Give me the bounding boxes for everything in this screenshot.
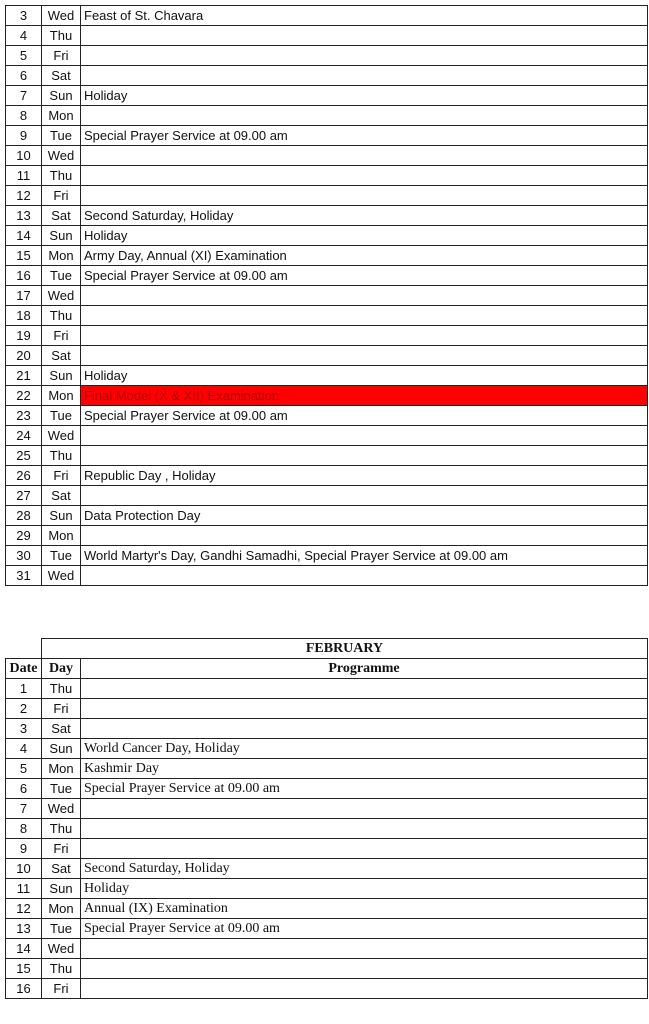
day-cell: Fri — [42, 326, 81, 346]
table-row — [6, 546, 648, 566]
table-row — [6, 186, 648, 206]
table-row — [6, 899, 648, 919]
table-row — [6, 859, 648, 879]
programme-cell: Special Prayer Service at 09.00 am — [81, 126, 648, 146]
day-cell: Fri — [42, 46, 81, 66]
programme-cell: Second Saturday, Holiday — [81, 206, 648, 226]
date-cell: 8 — [6, 819, 42, 839]
programme-cell: Special Prayer Service at 09.00 am — [81, 406, 648, 426]
programme-cell — [81, 566, 648, 586]
table-row — [6, 326, 648, 346]
table-row — [6, 406, 648, 426]
date-cell: 12 — [6, 899, 42, 919]
programme-cell — [81, 486, 648, 506]
date-cell: 17 — [6, 286, 42, 306]
programme-cell: Special Prayer Service at 09.00 am — [81, 919, 648, 939]
table-row — [6, 6, 648, 26]
day-cell: Sat — [42, 346, 81, 366]
date-cell: 18 — [6, 306, 42, 326]
programme-cell — [81, 526, 648, 546]
programme-cell — [81, 679, 648, 699]
day-cell: Sun — [42, 879, 81, 899]
day-cell: Thu — [42, 819, 81, 839]
date-cell: 24 — [6, 426, 42, 446]
date-cell: 9 — [6, 839, 42, 859]
programme-cell: Special Prayer Service at 09.00 am — [81, 266, 648, 286]
day-cell: Mon — [42, 526, 81, 546]
table-row — [6, 679, 648, 699]
date-cell: 28 — [6, 506, 42, 526]
table-row — [6, 979, 648, 999]
programme-cell: Holiday — [81, 879, 648, 899]
table-row — [6, 206, 648, 226]
january-table-body — [6, 6, 648, 586]
date-cell: 26 — [6, 466, 42, 486]
programme-column-header: Programme — [81, 659, 648, 679]
programme-cell: World Cancer Day, Holiday — [81, 739, 648, 759]
day-cell: Thu — [42, 959, 81, 979]
column-header-row — [6, 659, 648, 679]
date-cell: 23 — [6, 406, 42, 426]
date-cell: 22 — [6, 386, 42, 406]
day-cell: Sun — [42, 506, 81, 526]
date-cell: 21 — [6, 366, 42, 386]
date-cell: 5 — [6, 759, 42, 779]
february-table-head — [6, 639, 648, 679]
programme-cell — [81, 306, 648, 326]
table-row — [6, 426, 648, 446]
programme-cell — [81, 46, 648, 66]
date-cell: 25 — [6, 446, 42, 466]
day-cell: Sat — [42, 206, 81, 226]
programme-cell — [81, 186, 648, 206]
table-row — [6, 166, 648, 186]
day-cell: Thu — [42, 446, 81, 466]
table-row — [6, 839, 648, 859]
programme-cell — [81, 979, 648, 999]
table-row — [6, 46, 648, 66]
table-row — [6, 819, 648, 839]
table-row — [6, 306, 648, 326]
day-cell: Tue — [42, 919, 81, 939]
date-cell: 16 — [6, 979, 42, 999]
date-cell: 31 — [6, 566, 42, 586]
day-column-header: Day — [42, 659, 81, 679]
table-row — [6, 879, 648, 899]
programme-cell: Holiday — [81, 226, 648, 246]
table-row — [6, 226, 648, 246]
table-row — [6, 66, 648, 86]
table-row — [6, 386, 648, 406]
programme-cell — [81, 286, 648, 306]
date-cell: 13 — [6, 919, 42, 939]
date-cell: 15 — [6, 959, 42, 979]
table-row — [6, 799, 648, 819]
date-cell: 5 — [6, 46, 42, 66]
day-cell: Wed — [42, 566, 81, 586]
date-cell: 14 — [6, 939, 42, 959]
table-row — [6, 959, 648, 979]
programme-cell: Republic Day , Holiday — [81, 466, 648, 486]
month-title: FEBRUARY — [42, 639, 648, 659]
date-cell: 9 — [6, 126, 42, 146]
table-row — [6, 526, 648, 546]
table-row — [6, 739, 648, 759]
date-cell: 3 — [6, 719, 42, 739]
date-column-header: Date — [6, 659, 42, 679]
date-cell: 30 — [6, 546, 42, 566]
day-cell: Sun — [42, 366, 81, 386]
programme-cell: Feast of St. Chavara — [81, 6, 648, 26]
date-cell: 7 — [6, 799, 42, 819]
january-calendar-table — [5, 5, 648, 586]
table-row — [6, 366, 648, 386]
date-cell: 27 — [6, 486, 42, 506]
day-cell: Wed — [42, 286, 81, 306]
date-cell: 2 — [6, 699, 42, 719]
table-row — [6, 506, 648, 526]
table-row — [6, 466, 648, 486]
programme-cell: Army Day, Annual (XI) Examination — [81, 246, 648, 266]
table-row — [6, 719, 648, 739]
month-title-spacer — [6, 639, 42, 659]
day-cell: Wed — [42, 939, 81, 959]
date-cell: 10 — [6, 859, 42, 879]
programme-cell: World Martyr's Day, Gandhi Samadhi, Special Prayer Service at 09.00 am — [81, 546, 648, 566]
date-cell: 6 — [6, 779, 42, 799]
table-row — [6, 26, 648, 46]
day-cell: Thu — [42, 166, 81, 186]
programme-cell — [81, 66, 648, 86]
date-cell: 4 — [6, 26, 42, 46]
day-cell: Thu — [42, 306, 81, 326]
date-cell: 13 — [6, 206, 42, 226]
programme-cell: Holiday — [81, 366, 648, 386]
day-cell: Tue — [42, 546, 81, 566]
table-row — [6, 759, 648, 779]
programme-cell: Annual (IX) Examination — [81, 899, 648, 919]
table-row — [6, 146, 648, 166]
programme-cell — [81, 799, 648, 819]
date-cell: 19 — [6, 326, 42, 346]
programme-cell: Second Saturday, Holiday — [81, 859, 648, 879]
programme-cell — [81, 146, 648, 166]
programme-cell — [81, 166, 648, 186]
day-cell: Sun — [42, 226, 81, 246]
day-cell: Fri — [42, 699, 81, 719]
day-cell: Tue — [42, 126, 81, 146]
day-cell: Mon — [42, 246, 81, 266]
day-cell: Sat — [42, 859, 81, 879]
table-row — [6, 246, 648, 266]
date-cell: 14 — [6, 226, 42, 246]
programme-cell: Final Model (X & XII) Examination — [81, 386, 648, 406]
date-cell: 4 — [6, 739, 42, 759]
day-cell: Sat — [42, 486, 81, 506]
programme-cell — [81, 719, 648, 739]
date-cell: 10 — [6, 146, 42, 166]
programme-cell — [81, 939, 648, 959]
day-cell: Mon — [42, 386, 81, 406]
programme-cell — [81, 346, 648, 366]
day-cell: Wed — [42, 6, 81, 26]
table-row — [6, 779, 648, 799]
table-row — [6, 939, 648, 959]
programme-cell — [81, 819, 648, 839]
day-cell: Mon — [42, 899, 81, 919]
table-row — [6, 286, 648, 306]
date-cell: 11 — [6, 166, 42, 186]
programme-cell: Special Prayer Service at 09.00 am — [81, 779, 648, 799]
day-cell: Wed — [42, 799, 81, 819]
day-cell: Mon — [42, 106, 81, 126]
programme-cell — [81, 26, 648, 46]
programme-cell — [81, 106, 648, 126]
month-title-row — [6, 639, 648, 659]
table-row — [6, 346, 648, 366]
table-row — [6, 486, 648, 506]
date-cell: 12 — [6, 186, 42, 206]
day-cell: Fri — [42, 839, 81, 859]
february-table-body — [6, 679, 648, 999]
date-cell: 3 — [6, 6, 42, 26]
programme-cell — [81, 426, 648, 446]
programme-cell: Data Protection Day — [81, 506, 648, 526]
date-cell: 7 — [6, 86, 42, 106]
day-cell: Sat — [42, 66, 81, 86]
programme-cell — [81, 326, 648, 346]
day-cell: Wed — [42, 426, 81, 446]
day-cell: Fri — [42, 979, 81, 999]
date-cell: 15 — [6, 246, 42, 266]
day-cell: Fri — [42, 186, 81, 206]
table-row — [6, 446, 648, 466]
day-cell: Tue — [42, 779, 81, 799]
date-cell: 20 — [6, 346, 42, 366]
date-cell: 29 — [6, 526, 42, 546]
day-cell: Wed — [42, 146, 81, 166]
day-cell: Thu — [42, 679, 81, 699]
programme-cell: Holiday — [81, 86, 648, 106]
programme-cell: Kashmir Day — [81, 759, 648, 779]
day-cell: Thu — [42, 26, 81, 46]
table-row — [6, 566, 648, 586]
date-cell: 6 — [6, 66, 42, 86]
date-cell: 11 — [6, 879, 42, 899]
table-row — [6, 126, 648, 146]
table-row — [6, 106, 648, 126]
date-cell: 1 — [6, 679, 42, 699]
day-cell: Tue — [42, 266, 81, 286]
programme-cell — [81, 959, 648, 979]
february-calendar-table — [5, 638, 648, 999]
day-cell: Sun — [42, 86, 81, 106]
day-cell: Fri — [42, 466, 81, 486]
programme-cell — [81, 446, 648, 466]
table-row — [6, 699, 648, 719]
day-cell: Sun — [42, 739, 81, 759]
date-cell: 8 — [6, 106, 42, 126]
day-cell: Mon — [42, 759, 81, 779]
programme-cell — [81, 699, 648, 719]
day-cell: Sat — [42, 719, 81, 739]
table-row — [6, 919, 648, 939]
table-row — [6, 86, 648, 106]
day-cell: Tue — [42, 406, 81, 426]
date-cell: 16 — [6, 266, 42, 286]
programme-cell — [81, 839, 648, 859]
table-row — [6, 266, 648, 286]
